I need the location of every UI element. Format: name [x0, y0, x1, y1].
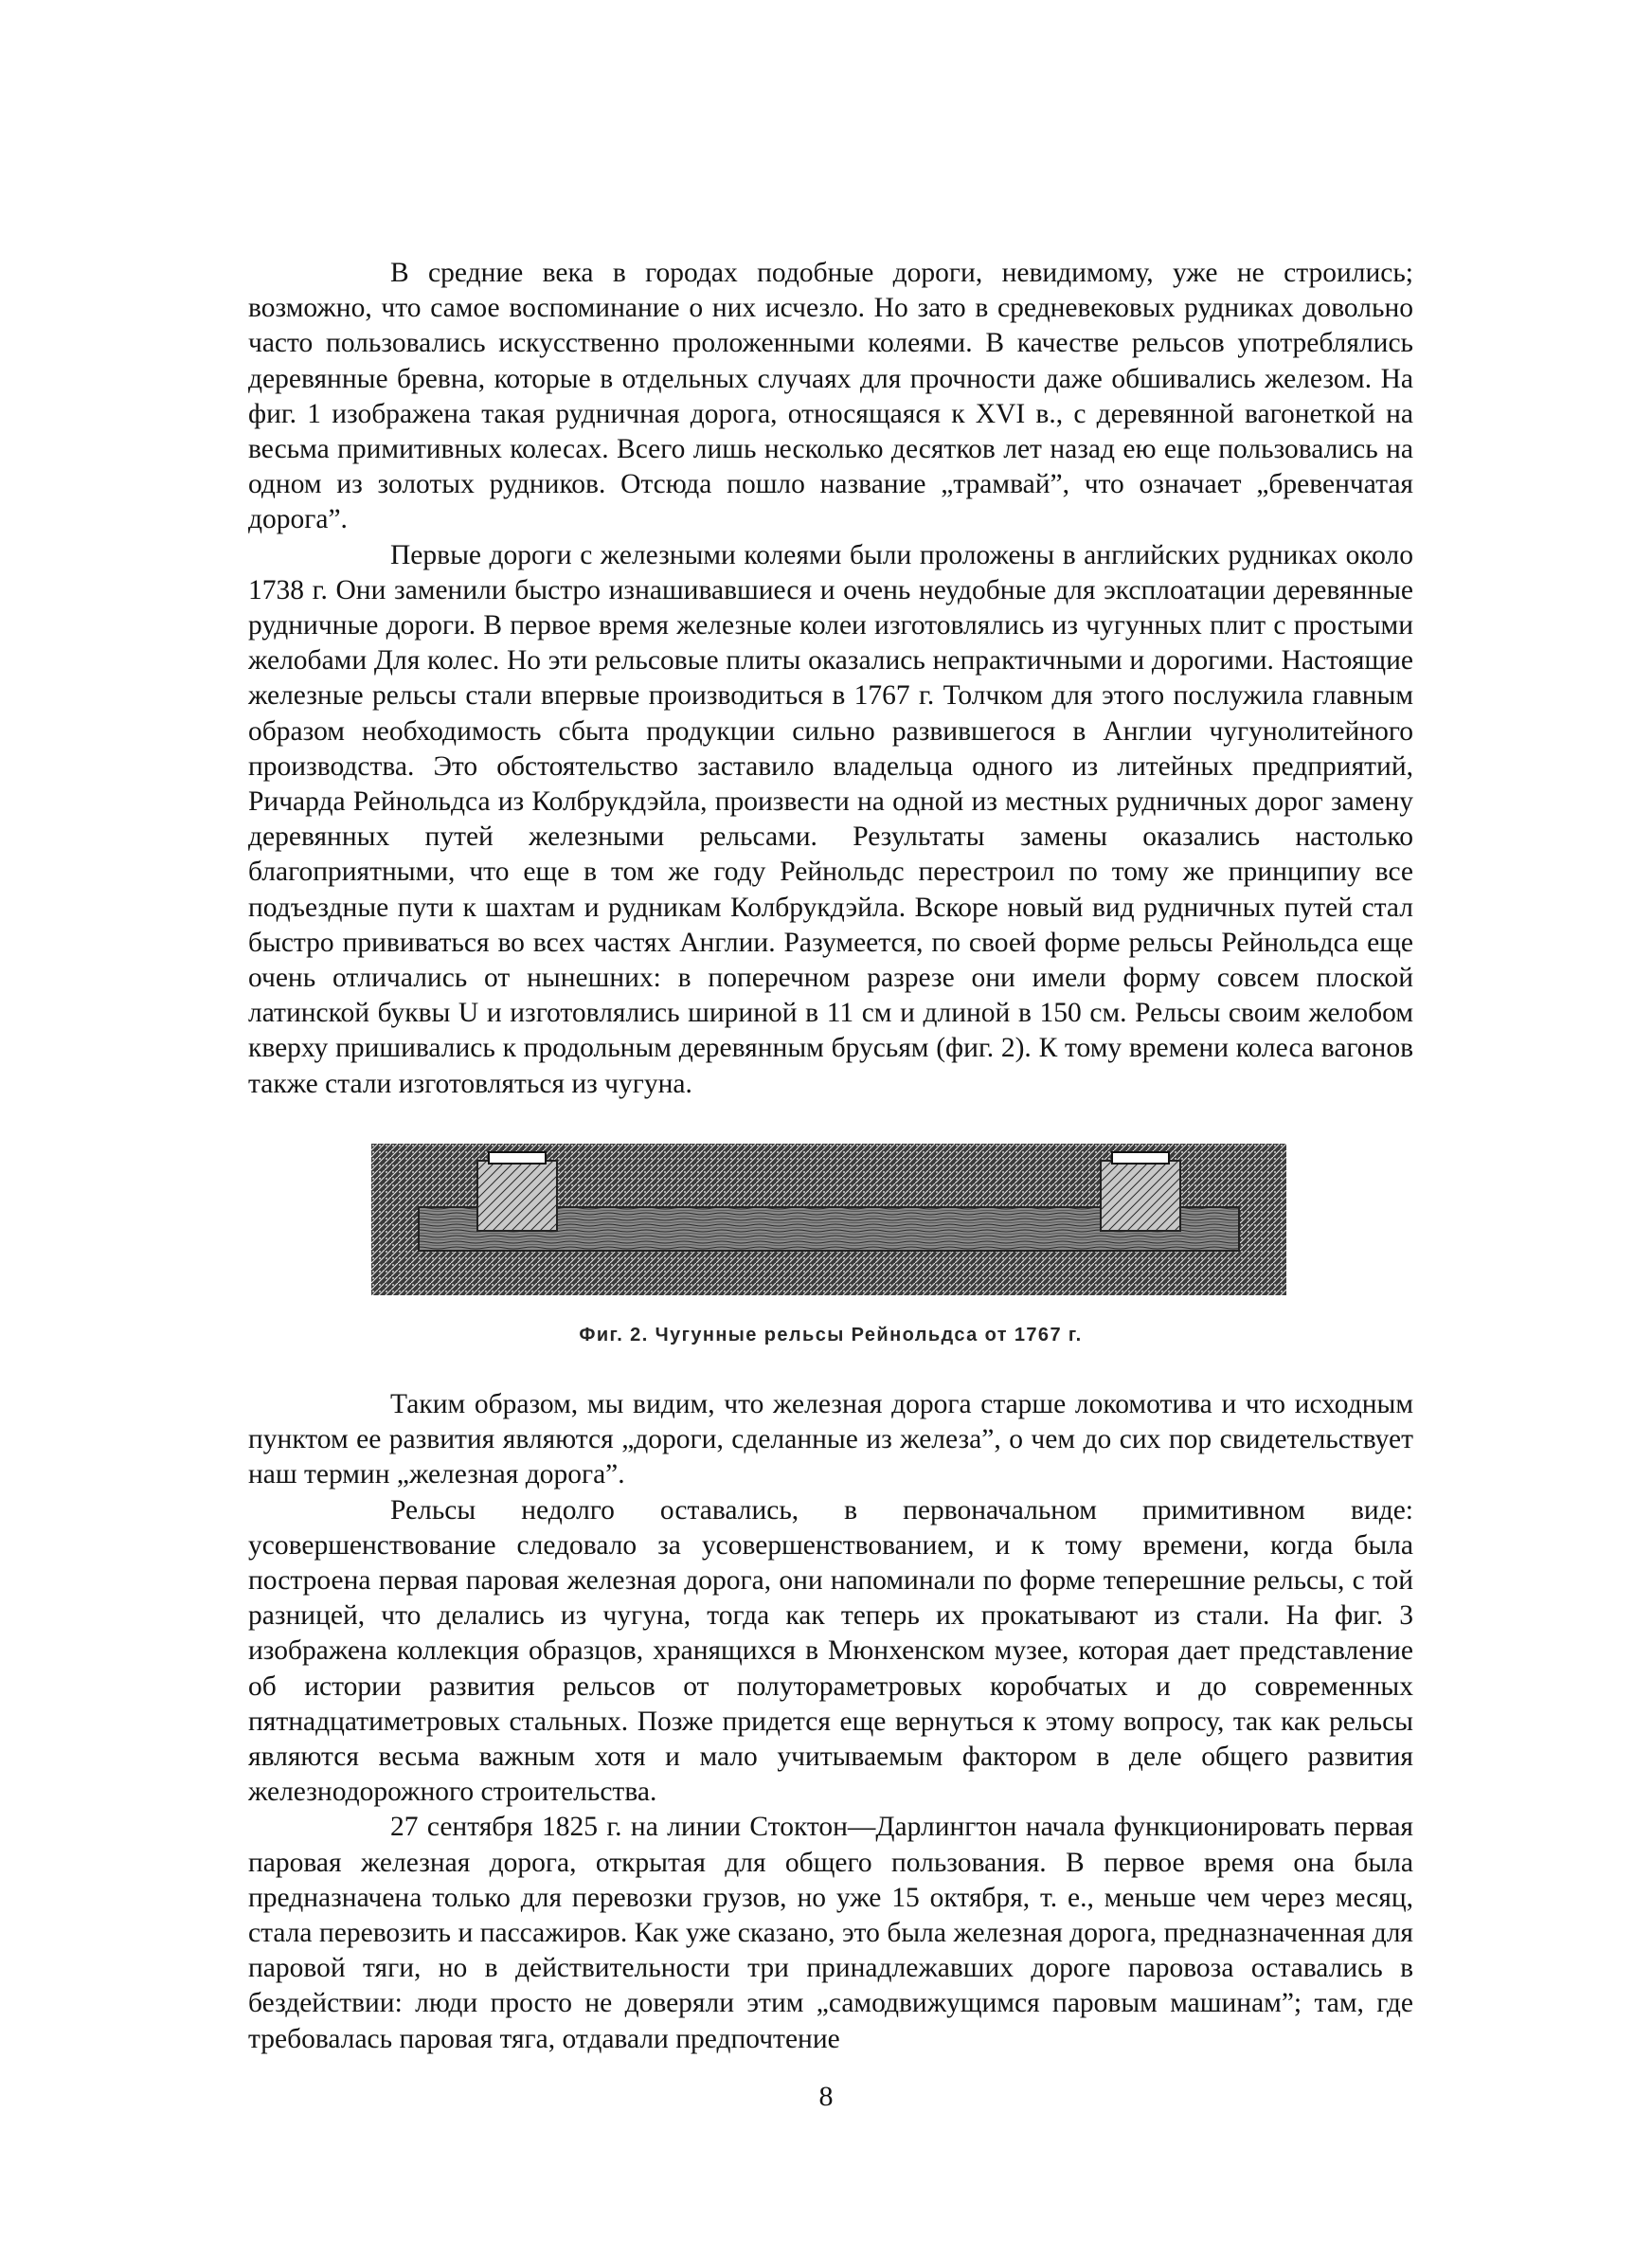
- rail-left: [489, 1152, 546, 1164]
- sleeper-left: [477, 1161, 557, 1231]
- paragraph: В средние века в городах подобные дороги, невидимому, уже не строились; возможно, что самое воспоминание о них исчезло. Но зато в средневековых рудниках довольно часто пользовались искусственно проложенными колеями. В качестве рельсов употреблялись деревянные бревна, которые в отдельных случаях для прочности даже обшивались железом. На фиг. 1 изображена такая рудничная дорога, относящаяся к XVI в., с деревянной вагонеткой на весьма примитивных колесах. Всего лишь несколько десятков лет назад ею еще пользовались на одном из золотых рудников. Отсюда пошло название „трамвай”, что означает „бревенчатая дорога”.: [248, 258, 1413, 535]
- sleeper-right: [1101, 1161, 1180, 1231]
- figure-rails-illustration: [371, 1144, 1286, 1295]
- paragraph: 27 сентября 1825 г. на линии Стоктон—Дарлингтон начала функционировать первая паровая железная дорога, открытая для общего пользования. В первое время она была предназначена только для перевозки грузов, но уже 15 октября, т. е., меньше чем через месяц, стала перевозить и пассажиров. Как уже сказано, это была железная дорога, предназначенная для паровой тяги, но в действительности три принадлежавших дороге паровоза оставались в бездействии: люди просто не доверяли этим „самодвижущимся паровым машинам”; там, где требовалась паровая тяга, отдавали предпочтение: [248, 1812, 1413, 2054]
- rail-right: [1112, 1152, 1169, 1164]
- text-block-bottom: [248, 1387, 1413, 2057]
- text-block-top: [248, 256, 1413, 1102]
- figure-caption: Фиг. 2. Чугунные рельсы Рейнольдса от 1767 г.: [579, 1325, 1083, 1345]
- paragraph: Таким образом, мы видим, что железная дорога старше локомотива и что исходным пунктом ее развития являются „дороги, сделанные из железа”, о чем до сих пор свидетельствует наш термин „железная дорога”.: [248, 1389, 1413, 1490]
- paragraph: Первые дороги с железными колеями были проложены в английских рудниках около 1738 г. Они заменили быстро изнашивавшиеся и очень неудобные для эксплоатации деревянные рудничные дороги. В первое время железные колеи изготовлялись из чугунных плит с простыми желобами Для колес. Но эти рельсовые плиты оказались непрактичными и дорогими. Настоящие железные рельсы стали впервые производиться в 1767 г. Толчком для этого послужила главным образом необходимость сбыта продукции сильно развившегося в Англии чугунолитейного производства. Это обстоятельство заставило владельца одного из литейных предприятий, Ричарда Рейнольдса из Колбрукдэйла, произвести на одной из местных рудничных дорог замену деревянных путей железными рельсами. Результаты замены оказались настолько благоприятными, что еще в том же году Рейнольдс перестроил по тому же принципиу все подъездные пути к шахтам и рудникам Колбрукдэйла. Вскоре новый вид рудничных путей стал быстро прививаться во всех частях Англии. Разумеется, по своей форме рельсы Рейнольдса еще очень отличались от нынешних: в поперечном разрезе они имели форму совсем плоской латинской буквы U и изготовлялись шириной в 11 см и длиной в 150 см. Рельсы своим желобом кверху пришивались к продольным деревянным брусьям (фиг. 2). К тому времени колеса вагонов также стали изготовляться из чугуна.: [248, 539, 1413, 1099]
- paragraph: Рельсы недолго оставались, в первоначальном примитивном виде: усовершенствование следовало за усовершенствованием, и к тому времени, когда была построена первая паровая железная дорога, они напоминали по форме теперешние рельсы, с той разницей, что делались из чугуна, тогда как теперь их прокатывают из стали. На фиг. 3 изображена коллекция образцов, хранящихся в Мюнхенском музее, которая дает представление об истории развития рельсов от полутораметровых коробчатых и до современных пятнадцатиметровых стальных. Позже придется еще вернуться к этому вопросу, так как рельсы являются весьма важным хотя и мало учитываемым фактором в деле общего развития железнодорожного строительства.: [248, 1494, 1413, 1808]
- page-number: 8: [818, 2081, 834, 2112]
